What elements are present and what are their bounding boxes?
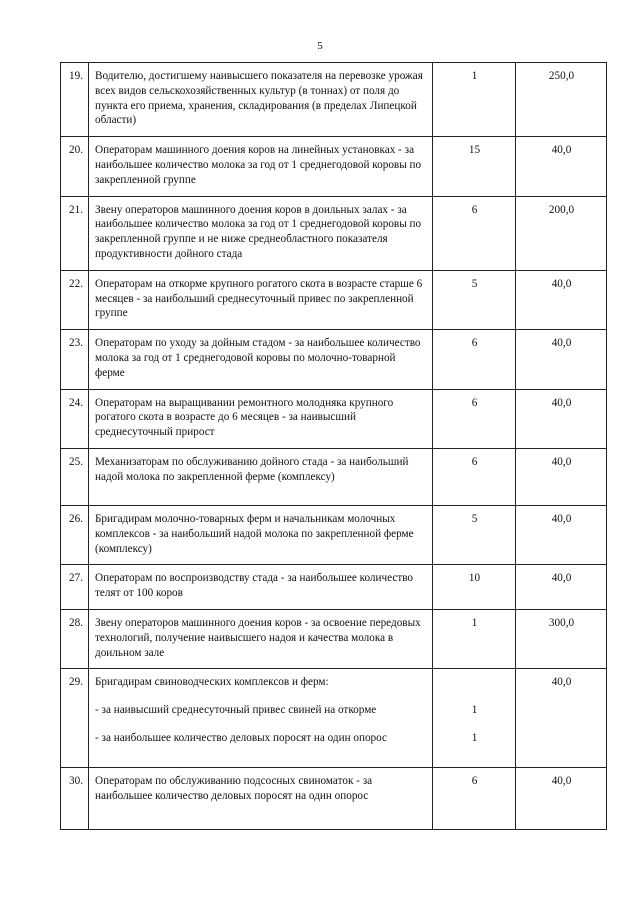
row-description: Операторам на откорме крупного рогатого скота в возрасте старше 6 месяцев - за наибольший среднесуточный привес по закрепленной группе [89,270,433,329]
row-description: Операторам по уходу за дойным стадом - за наибольшее количество молока за год от 1 среднегодовой коровы по молочно-товарной ферме [89,330,433,389]
row-amount: 40,0 [516,330,607,389]
row-sub-count: 1 [471,731,478,744]
row-number: 25. [61,448,89,505]
row-count: 1 [433,609,516,668]
table-row [61,768,607,830]
row-number: 20. [61,137,89,196]
row-count: 6 [433,448,516,505]
row-description: Бригадирам свиноводческих комплексов и ферм: [95,676,329,689]
table-row [61,330,607,389]
page-number: 5 [317,40,323,52]
row-number: 24. [61,389,89,448]
table-row [61,505,607,564]
row-description: Бригадирам молочно-товарных ферм и начальникам молочных комплексов - за наибольший надой молока по закрепленной ферме (комплексу) [89,505,433,564]
row-count: 6 [433,389,516,448]
row-amount: 40,0 [516,669,607,768]
row-description: Операторам машинного доения коров на линейных установках - за наибольшее количество молока за год от 1 среднегодовой коровы по закрепленной группе [89,137,433,196]
row-number: 19. [61,63,89,137]
table-row [61,196,607,270]
row-number: 23. [61,330,89,389]
row-count-group [433,669,516,768]
row-count: 5 [433,270,516,329]
row-description: Звену операторов машинного доения коров - за освоение передовых технологий, получение наивысшего надоя и качества молока в доильном зале [89,609,433,668]
row-amount: 40,0 [516,270,607,329]
table-row [61,137,607,196]
row-amount: 40,0 [516,137,607,196]
table-row [61,389,607,448]
row-sub-description: - за наивысший среднесуточный привес свиней на откорме [95,704,377,717]
row-amount: 300,0 [516,609,607,668]
row-number: 28. [61,609,89,668]
row-amount: 40,0 [516,448,607,505]
row-description: Звену операторов машинного доения коров в доильных залах - за наибольшее количество молока за год от 1 среднегодовой коровы по закрепленной группе и не ниже среднеобластного показателя продуктивности дойного стада [89,196,433,270]
row-count: 10 [433,565,516,610]
row-description: Операторам по воспроизводству стада - за наибольшее количество телят от 100 коров [89,565,433,610]
row-amount: 40,0 [516,505,607,564]
table-row [61,270,607,329]
row-description: Операторам на выращивании ремонтного молодняка крупного рогатого скота в возрасте до 6 месяцев - за наивысший среднесуточный прирост [89,389,433,448]
table-row [61,448,607,505]
row-count: 6 [433,196,516,270]
row-number: 21. [61,196,89,270]
row-amount: 250,0 [516,63,607,137]
awards-table [60,62,607,830]
row-number: 27. [61,565,89,610]
table-row [61,63,607,137]
row-count: 6 [433,330,516,389]
table-row [61,609,607,668]
row-description-group [89,669,433,768]
row-description: Водителю, достигшему наивысшего показателя на перевозке урожая всех видов сельскохозяйственных культур (в тоннах) от поля до пункта его приема, хранения, складирования (в пределах Липецкой области) [89,63,433,137]
row-number: 26. [61,505,89,564]
row-count: 6 [433,768,516,830]
row-sub-description: - за наибольшее количество деловых поросят на один опорос [95,731,387,744]
row-amount: 200,0 [516,196,607,270]
row-count: 15 [433,137,516,196]
row-amount: 40,0 [516,768,607,830]
row-amount: 40,0 [516,389,607,448]
row-count: 5 [433,505,516,564]
row-number: 22. [61,270,89,329]
row-amount: 40,0 [516,565,607,610]
table-row [61,565,607,610]
table-row [61,669,607,768]
row-sub-count: 1 [471,704,478,717]
row-number: 30. [61,768,89,830]
row-description: Механизаторам по обслуживанию дойного стада - за наибольший надой молока по закрепленной ферме (комплексу) [89,448,433,505]
row-description: Операторам по обслуживанию подсосных свиноматок - за наибольшее количество деловых поросят на один опорос [89,768,433,830]
row-number: 29. [61,669,89,768]
row-count: 1 [433,63,516,137]
